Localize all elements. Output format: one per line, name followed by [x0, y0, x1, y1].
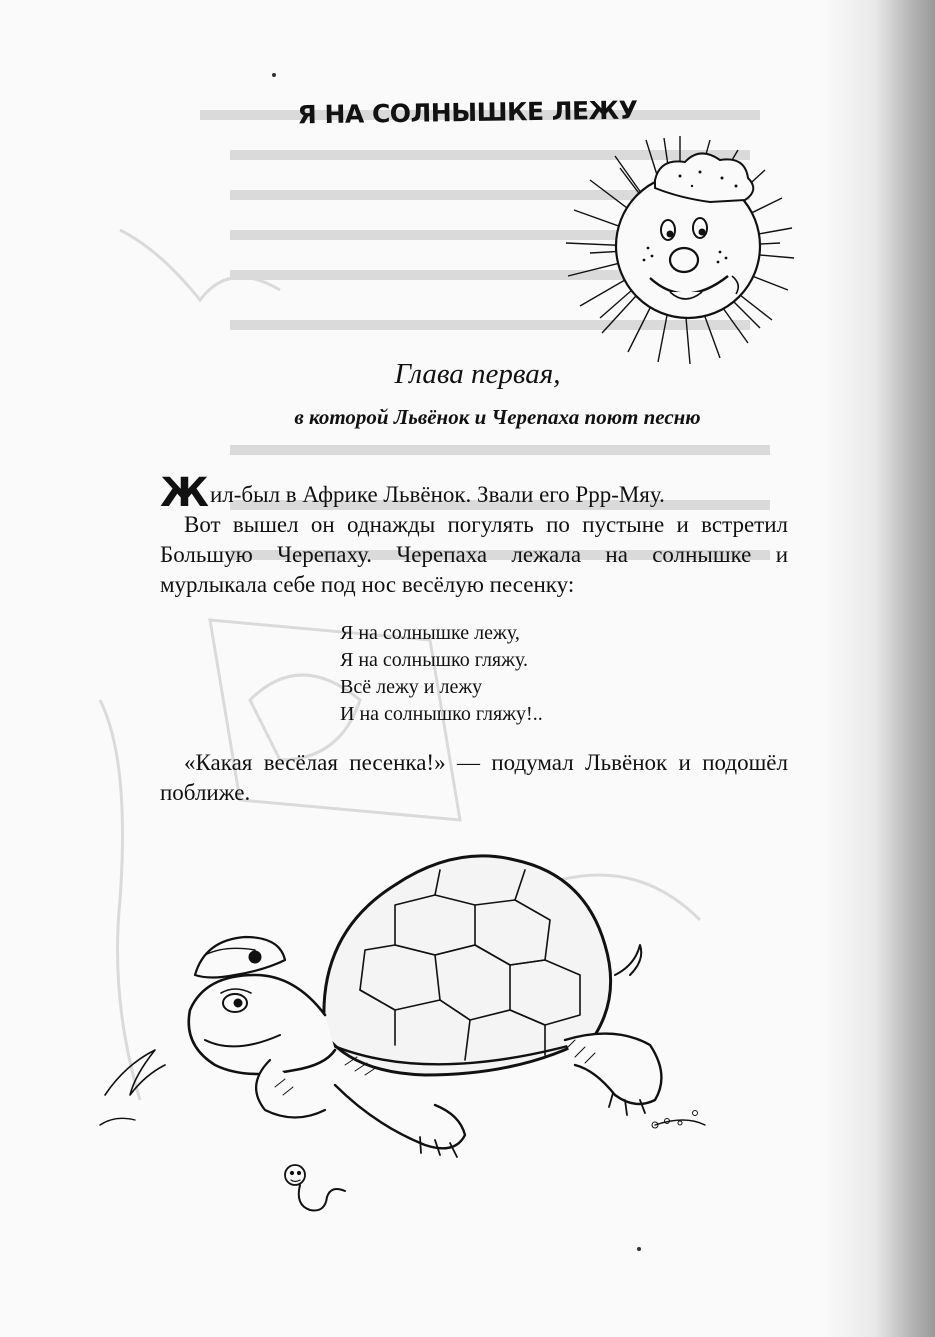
- second-paragraph: Вот вышел он однажды погулять по пустыне и встретил Большую Черепаху. Черепаха лежала на солнышке и мурлыкала себе под нос весёлую песенку:: [160, 512, 788, 597]
- closing-text: [160, 748, 788, 808]
- first-line-text: ил-был в Африке Львёнок. Звали его Ррр-Мяу.: [209, 482, 665, 507]
- speck: [272, 73, 276, 77]
- chapter-heading: Глава первая,: [394, 358, 561, 390]
- verse-line: Я на солнышко гляжу.: [340, 649, 528, 671]
- first-paragraph: [160, 470, 788, 516]
- song-verse: [340, 620, 543, 728]
- verse-line: Всё лежу и лежу: [340, 676, 483, 698]
- drop-cap: Ж: [160, 470, 209, 516]
- verse-line: Я на солнышке лежу,: [340, 622, 520, 644]
- turtle-illustration: [95, 825, 735, 1225]
- story-text: [160, 470, 788, 600]
- smiling-sun-icon: [560, 128, 800, 368]
- third-paragraph: «Какая весёлая песенка!» — подумал Львёнок и подошёл поближе.: [160, 750, 788, 805]
- verse-line: И на солнышко гляжу!..: [340, 703, 543, 725]
- chapter-subheading: в которой Львёнок и Черепаха поют песню: [294, 405, 701, 429]
- chapter-title: Я НА СОЛНЫШКЕ ЛЕЖУ: [297, 95, 638, 130]
- speck: [637, 1247, 641, 1251]
- book-spine-shadow: [825, 0, 935, 1337]
